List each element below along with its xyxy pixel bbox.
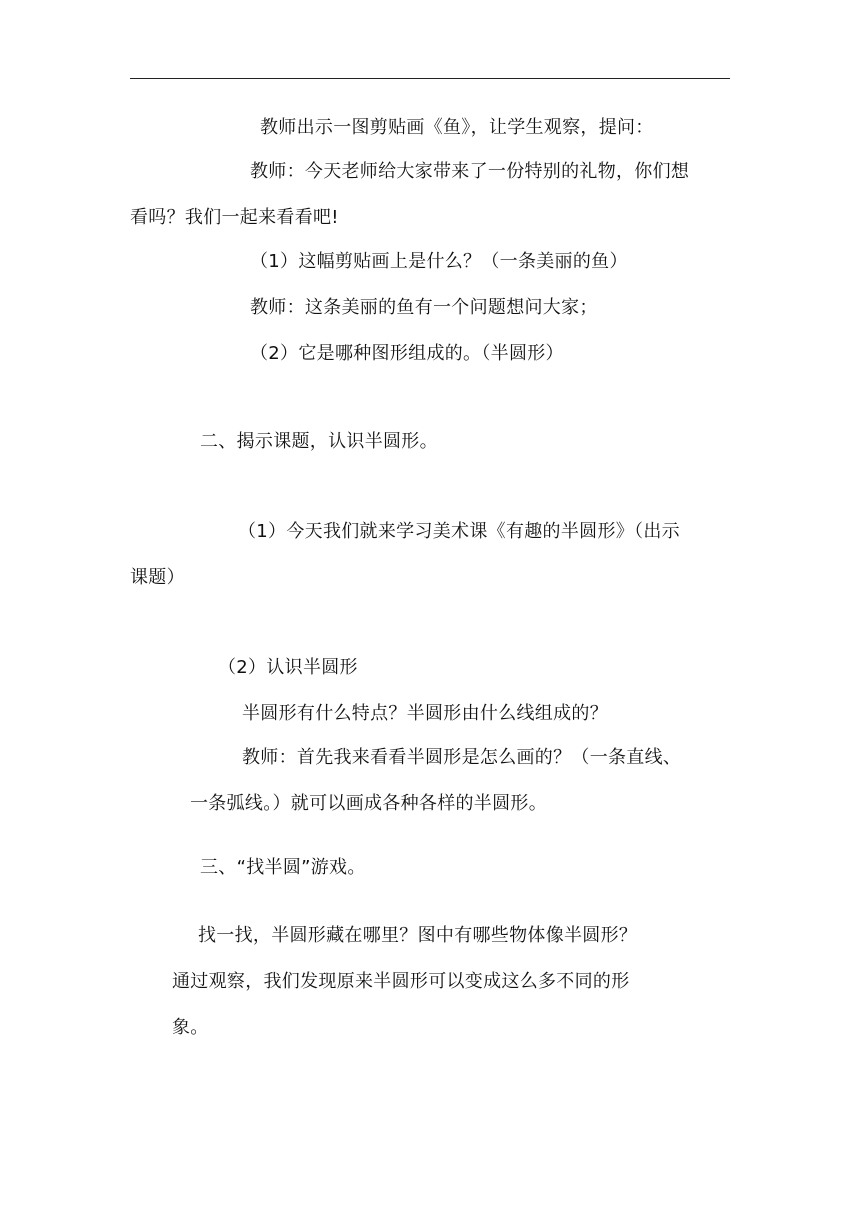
paragraph-line: （1）这幅剪贴画上是什么？（一条美丽的鱼） [250,251,628,272]
paragraph-line: 看吗？我们一起来看看吧! [130,207,339,228]
paragraph-line: 通过观察，我们发现原来半圆形可以变成这么多不同的形 [172,971,630,992]
paragraph-line: 课题） [130,567,185,588]
paragraph-line: （1）今天我们就来学习美术课《有趣的半圆形》（出示 [238,521,680,542]
section-heading: 三、“找半圆”游戏。 [200,857,366,878]
paragraph-line: 教师出示一图剪贴画《鱼》，让学生观察，提问： [260,117,654,138]
header-rule [130,78,730,79]
paragraph-line: 教师：这条美丽的鱼有一个问题想问大家； [250,297,598,318]
section-heading: 二、揭示课题，认识半圆形。 [200,431,438,452]
paragraph-line: 教师：今天老师给大家带来了一份特别的礼物，你们想 [250,161,690,182]
paragraph-line: 半圆形有什么特点？半圆形由什么线组成的？ [242,703,608,724]
paragraph-line: 一条弧线。）就可以画成各种各样的半圆形。 [190,793,547,814]
paragraph-line: （2）认识半圆形 [218,657,358,678]
paragraph-line: 找一找，半圆形藏在哪里？图中有哪些物体像半圆形？ [198,925,638,946]
paragraph-line: 教师：首先我来看看半圆形是怎么画的？（一条直线、 [242,747,682,768]
paragraph-line: （2）它是哪种图形组成的。（半圆形） [250,343,564,364]
paragraph-line: 象。 [172,1017,209,1038]
